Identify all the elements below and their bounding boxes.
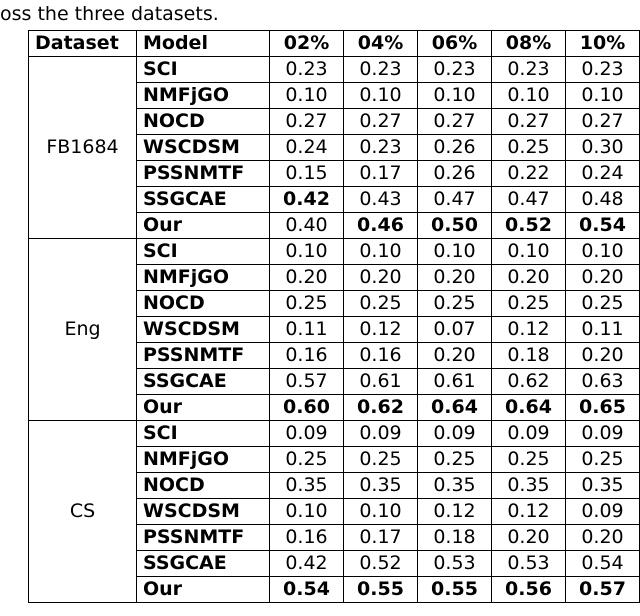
value-cell: 0.23 [344, 135, 418, 161]
header-10: 10% [566, 31, 640, 57]
value-cell: 0.27 [492, 109, 566, 135]
value-cell: 0.52 [344, 551, 418, 577]
value-cell: 0.11 [566, 317, 640, 343]
value-cell: 0.09 [566, 421, 640, 447]
model-cell: SCI [137, 239, 270, 265]
value-cell: 0.61 [344, 369, 418, 395]
value-cell: 0.56 [492, 577, 566, 603]
model-cell: PSSNMTF [137, 525, 270, 551]
value-cell: 0.18 [492, 343, 566, 369]
value-cell: 0.23 [492, 57, 566, 83]
value-cell: 0.23 [344, 57, 418, 83]
value-cell: 0.60 [270, 395, 344, 421]
model-cell: Our [137, 395, 270, 421]
value-cell: 0.11 [270, 317, 344, 343]
value-cell: 0.52 [492, 213, 566, 239]
value-cell: 0.20 [418, 343, 492, 369]
value-cell: 0.10 [566, 239, 640, 265]
value-cell: 0.27 [344, 109, 418, 135]
header-row [29, 31, 640, 57]
value-cell: 0.25 [270, 291, 344, 317]
value-cell: 0.24 [566, 161, 640, 187]
value-cell: 0.20 [418, 265, 492, 291]
model-cell: SCI [137, 57, 270, 83]
value-cell: 0.09 [418, 421, 492, 447]
value-cell: 0.25 [344, 291, 418, 317]
value-cell: 0.10 [270, 83, 344, 109]
header-06: 06% [418, 31, 492, 57]
value-cell: 0.53 [492, 551, 566, 577]
value-cell: 0.57 [270, 369, 344, 395]
dataset-cell: CS [29, 421, 137, 603]
value-cell: 0.20 [566, 525, 640, 551]
model-cell: PSSNMTF [137, 161, 270, 187]
value-cell: 0.42 [270, 551, 344, 577]
value-cell: 0.35 [344, 473, 418, 499]
value-cell: 0.17 [344, 525, 418, 551]
value-cell: 0.25 [418, 447, 492, 473]
value-cell: 0.48 [566, 187, 640, 213]
value-cell: 0.07 [418, 317, 492, 343]
model-cell: WSCDSM [137, 317, 270, 343]
value-cell: 0.09 [566, 499, 640, 525]
value-cell: 0.10 [270, 499, 344, 525]
header-02: 02% [270, 31, 344, 57]
value-cell: 0.27 [418, 109, 492, 135]
model-cell: NMFjGO [137, 447, 270, 473]
value-cell: 0.50 [418, 213, 492, 239]
table-row [29, 57, 640, 83]
header-04: 04% [344, 31, 418, 57]
model-cell: NOCD [137, 109, 270, 135]
value-cell: 0.23 [270, 57, 344, 83]
dataset-cell: Eng [29, 239, 137, 421]
value-cell: 0.10 [344, 83, 418, 109]
value-cell: 0.27 [270, 109, 344, 135]
value-cell: 0.10 [418, 239, 492, 265]
value-cell: 0.10 [566, 83, 640, 109]
value-cell: 0.40 [270, 213, 344, 239]
value-cell: 0.35 [492, 473, 566, 499]
value-cell: 0.12 [492, 317, 566, 343]
value-cell: 0.47 [492, 187, 566, 213]
value-cell: 0.16 [270, 343, 344, 369]
value-cell: 0.30 [566, 135, 640, 161]
value-cell: 0.24 [270, 135, 344, 161]
model-cell: PSSNMTF [137, 343, 270, 369]
value-cell: 0.09 [270, 421, 344, 447]
model-cell: NOCD [137, 473, 270, 499]
value-cell: 0.22 [492, 161, 566, 187]
value-cell: 0.20 [566, 343, 640, 369]
value-cell: 0.25 [418, 291, 492, 317]
value-cell: 0.64 [492, 395, 566, 421]
value-cell: 0.25 [492, 135, 566, 161]
value-cell: 0.18 [418, 525, 492, 551]
table-row [29, 421, 640, 447]
header-dataset: Dataset [29, 31, 137, 57]
value-cell: 0.09 [492, 421, 566, 447]
value-cell: 0.42 [270, 187, 344, 213]
value-cell: 0.25 [492, 291, 566, 317]
value-cell: 0.10 [344, 499, 418, 525]
value-cell: 0.64 [418, 395, 492, 421]
value-cell: 0.17 [344, 161, 418, 187]
value-cell: 0.35 [270, 473, 344, 499]
value-cell: 0.35 [566, 473, 640, 499]
value-cell: 0.16 [344, 343, 418, 369]
value-cell: 0.25 [566, 447, 640, 473]
value-cell: 0.35 [418, 473, 492, 499]
model-cell: Our [137, 213, 270, 239]
model-cell: WSCDSM [137, 499, 270, 525]
value-cell: 0.25 [492, 447, 566, 473]
model-cell: SSGCAE [137, 551, 270, 577]
value-cell: 0.20 [492, 265, 566, 291]
value-cell: 0.61 [418, 369, 492, 395]
value-cell: 0.20 [566, 265, 640, 291]
value-cell: 0.25 [270, 447, 344, 473]
model-cell: Our [137, 577, 270, 603]
value-cell: 0.10 [344, 239, 418, 265]
value-cell: 0.57 [566, 577, 640, 603]
results-table [28, 30, 640, 603]
model-cell: SSGCAE [137, 369, 270, 395]
value-cell: 0.63 [566, 369, 640, 395]
value-cell: 0.62 [344, 395, 418, 421]
header-08: 08% [492, 31, 566, 57]
dataset-cell: FB1684 [29, 57, 137, 239]
value-cell: 0.23 [418, 57, 492, 83]
value-cell: 0.10 [492, 239, 566, 265]
model-cell: SCI [137, 421, 270, 447]
value-cell: 0.12 [344, 317, 418, 343]
model-cell: NOCD [137, 291, 270, 317]
value-cell: 0.20 [270, 265, 344, 291]
value-cell: 0.10 [492, 83, 566, 109]
value-cell: 0.25 [566, 291, 640, 317]
value-cell: 0.27 [566, 109, 640, 135]
model-cell: SSGCAE [137, 187, 270, 213]
header-model: Model [137, 31, 270, 57]
value-cell: 0.20 [344, 265, 418, 291]
value-cell: 0.55 [418, 577, 492, 603]
value-cell: 0.12 [418, 499, 492, 525]
value-cell: 0.10 [418, 83, 492, 109]
model-cell: NMFjGO [137, 83, 270, 109]
value-cell: 0.25 [344, 447, 418, 473]
value-cell: 0.09 [344, 421, 418, 447]
model-cell: NMFjGO [137, 265, 270, 291]
value-cell: 0.23 [566, 57, 640, 83]
value-cell: 0.15 [270, 161, 344, 187]
value-cell: 0.47 [418, 187, 492, 213]
table-body [29, 57, 640, 603]
value-cell: 0.53 [418, 551, 492, 577]
model-cell: WSCDSM [137, 135, 270, 161]
value-cell: 0.43 [344, 187, 418, 213]
table-caption: oss the three datasets. [0, 3, 219, 25]
value-cell: 0.20 [492, 525, 566, 551]
value-cell: 0.54 [270, 577, 344, 603]
value-cell: 0.26 [418, 161, 492, 187]
value-cell: 0.54 [566, 551, 640, 577]
value-cell: 0.12 [492, 499, 566, 525]
value-cell: 0.26 [418, 135, 492, 161]
value-cell: 0.65 [566, 395, 640, 421]
value-cell: 0.16 [270, 525, 344, 551]
value-cell: 0.62 [492, 369, 566, 395]
value-cell: 0.10 [270, 239, 344, 265]
value-cell: 0.46 [344, 213, 418, 239]
value-cell: 0.55 [344, 577, 418, 603]
table-row [29, 239, 640, 265]
value-cell: 0.54 [566, 213, 640, 239]
